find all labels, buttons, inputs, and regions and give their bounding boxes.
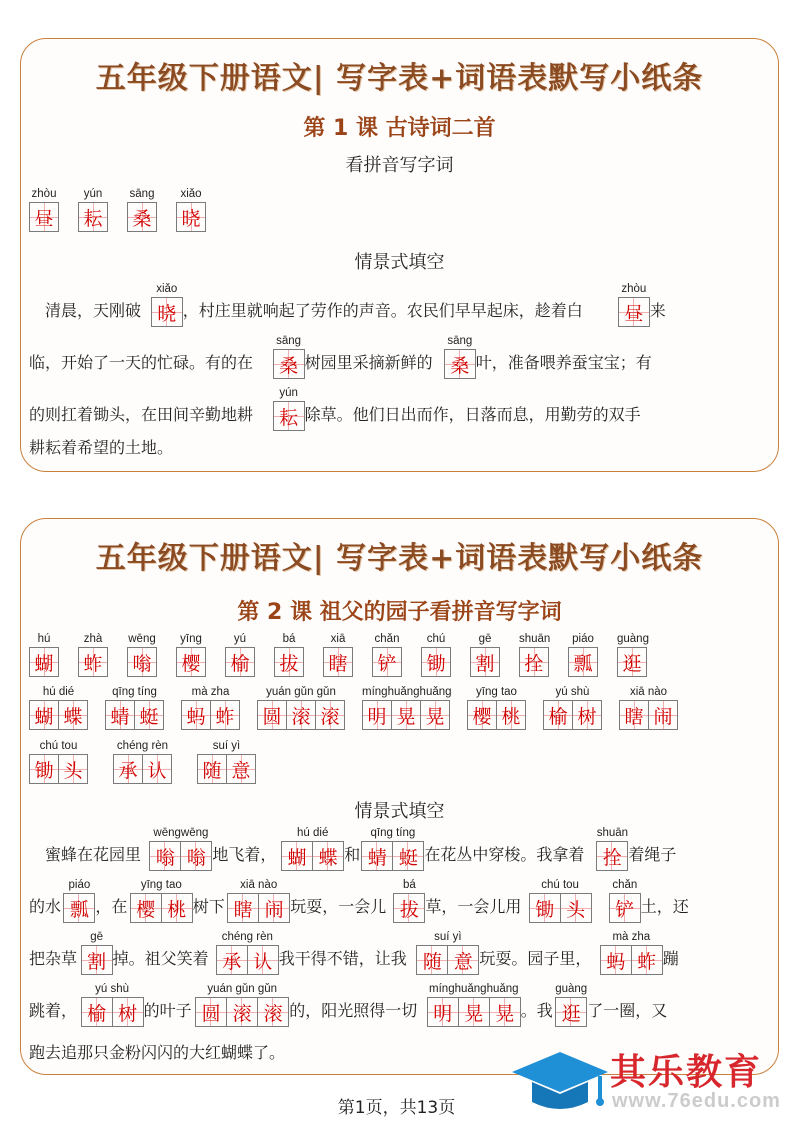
pinyin-label: zhà [83, 633, 103, 645]
tianzige-answer-box[interactable]: 瞎 [619, 700, 649, 730]
page-number: 第1页，共13页 [337, 1098, 456, 1118]
pinyin-word [393, 878, 425, 923]
tianzige-answer-box[interactable]: 榆 [225, 647, 255, 677]
tianzige-answer-box[interactable]: 桑 [127, 202, 157, 232]
tianzige-answer-box[interactable]: 意 [447, 945, 479, 975]
tianzige-answer-box[interactable]: 锄 [29, 754, 59, 784]
pinyin-label: xiǎo [180, 188, 202, 200]
tianzige-answer-box[interactable]: 承 [216, 945, 248, 975]
tianzige-answer-box[interactable]: 桑 [444, 349, 476, 379]
tianzige-answer-box[interactable]: 蝴 [281, 841, 313, 871]
pinyin-label: piáo [572, 633, 594, 645]
tianzige-answer-box[interactable]: 铲 [372, 647, 402, 677]
pinyin-word [555, 982, 587, 1027]
tianzige-answer-box[interactable]: 滚 [315, 700, 345, 730]
tianzige-answer-box[interactable]: 樱 [467, 700, 497, 730]
tianzige-answer-box[interactable]: 瓢 [63, 893, 95, 923]
paragraph-text: 玩耍，一会儿 [290, 897, 387, 916]
pinyin-word [81, 930, 113, 975]
pinyin-word [149, 826, 212, 871]
pinyin-word [176, 187, 206, 232]
pinyin-word [29, 632, 59, 677]
pinyin-label: yuán gǔn gǔn [207, 983, 278, 995]
tianzige-answer-box[interactable]: 头 [58, 754, 88, 784]
paragraph-text: 掉。祖父笑着 [112, 949, 209, 968]
paragraph-text: 蹦 [662, 949, 679, 968]
tianzige-answer-box[interactable]: 榆 [81, 997, 113, 1027]
paragraph-text: 在花丛中穿梭。我拿着 [424, 845, 585, 864]
paragraph-text: 草，一会儿用 [425, 897, 522, 916]
pinyin-label: suí yì [212, 740, 241, 752]
pinyin-word [29, 739, 88, 784]
tianzige-answer-box[interactable]: 铲 [609, 893, 641, 923]
pinyin-word [225, 632, 255, 677]
tianzige-answer-box[interactable]: 拔 [274, 647, 304, 677]
paragraph-text: 树园里采摘新鲜的 [304, 353, 433, 372]
pinyin-word [362, 685, 452, 730]
tianzige-answer-box[interactable]: 蜓 [134, 700, 164, 730]
tianzige-answer-box[interactable]: 蜻 [361, 841, 393, 871]
pinyin-word [281, 826, 344, 871]
pinyin-label: guàng [617, 633, 649, 645]
pinyin-label: wēngwēng [153, 827, 209, 839]
pinyin-label: mínghuǎnghuǎng [429, 983, 519, 995]
pinyin-label: yīng tao [140, 879, 182, 891]
pinyin-word [81, 982, 144, 1027]
tianzige-answer-box[interactable]: 晓 [176, 202, 206, 232]
pinyin-word [130, 878, 193, 923]
pinyin-label: chéng rèn [116, 740, 169, 752]
pinyin-label: xiā nào [240, 879, 278, 891]
tianzige-answer-box[interactable]: 蚱 [210, 700, 240, 730]
pinyin-label: hú dié [42, 686, 75, 698]
tianzige-answer-box[interactable]: 拴 [519, 647, 549, 677]
pinyin-word [416, 930, 479, 975]
tianzige-answer-box[interactable]: 瓢 [568, 647, 598, 677]
card-title: 五年级下册语文| 写字表+词语表默写小纸条 [95, 541, 704, 576]
pinyin-word [216, 930, 279, 975]
pinyin-word [113, 739, 172, 784]
pinyin-word [176, 632, 206, 677]
brand-name: 其乐教育 [610, 1052, 763, 1093]
pinyin-word [227, 878, 290, 923]
tianzige-answer-box[interactable]: 昼 [618, 297, 650, 327]
pinyin-word [257, 685, 345, 730]
tianzige-answer-box[interactable]: 榆 [543, 700, 573, 730]
pinyin-label: xiā nào [629, 686, 668, 698]
pinyin-label: suí yì [434, 931, 462, 943]
tianzige-answer-box[interactable]: 蚂 [600, 945, 632, 975]
tianzige-answer-box[interactable]: 桃 [161, 893, 193, 923]
lesson-heading: 第 1 课 古诗词二首 [303, 116, 496, 141]
pinyin-word [529, 878, 592, 923]
pinyin-word [519, 632, 550, 677]
pinyin-label: mínghuǎnghuǎng [362, 686, 452, 698]
pinyin-label: qīng tíng [370, 827, 416, 839]
pinyin-label: guàng [555, 983, 588, 995]
paragraph-text: 临，开始了一天的忙碌。有的在 [29, 353, 254, 372]
pinyin-label: xiā [330, 633, 346, 645]
tianzige-answer-box[interactable]: 蝴 [29, 647, 59, 677]
tianzige-answer-box[interactable]: 晃 [489, 997, 521, 1027]
pinyin-label: xiǎo [156, 283, 178, 295]
tianzige-answer-box[interactable]: 樱 [176, 647, 206, 677]
pinyin-word [274, 632, 304, 677]
paragraph-text: 我干得不错，让我 [278, 949, 407, 968]
card-title: 五年级下册语文| 写字表+词语表默写小纸条 [95, 61, 704, 96]
pinyin-label: chǎn [374, 633, 400, 645]
paragraph-text: 和 [344, 845, 361, 864]
tianzige-answer-box[interactable]: 昼 [29, 202, 59, 232]
pinyin-word [596, 826, 628, 871]
pinyin-label: yīng tao [476, 686, 517, 698]
pinyin-word [78, 187, 108, 232]
paragraph-text: 地飞着， [212, 845, 277, 864]
paragraph-text: 的水 [29, 897, 62, 916]
pinyin-word [273, 334, 305, 379]
pinyin-word [609, 878, 641, 923]
pinyin-word [181, 685, 240, 730]
tianzige-answer-box[interactable]: 樱 [130, 893, 162, 923]
pinyin-label: chú tou [541, 879, 579, 891]
pinyin-word [105, 685, 164, 730]
pinyin-word [63, 878, 95, 923]
pinyin-word [29, 685, 88, 730]
tianzige-answer-box[interactable]: 随 [197, 754, 227, 784]
tianzige-answer-box[interactable]: 蜻 [105, 700, 135, 730]
paragraph-text: 把杂草 [29, 949, 78, 968]
pinyin-word [127, 187, 157, 232]
tianzige-answer-box[interactable]: 瞎 [227, 893, 259, 923]
pinyin-label: wēng [128, 633, 156, 645]
pinyin-word [127, 632, 157, 677]
pinyin-word [323, 632, 353, 677]
tianzige-answer-box[interactable]: 拴 [596, 841, 628, 871]
pinyin-word [617, 632, 649, 677]
tianzige-answer-box[interactable]: 承 [113, 754, 143, 784]
tianzige-answer-box[interactable]: 闹 [648, 700, 678, 730]
pinyin-word [444, 334, 476, 379]
tianzige-answer-box[interactable]: 割 [470, 647, 500, 677]
pinyin-label: hú dié [297, 827, 329, 839]
tianzige-answer-box[interactable]: 晃 [458, 997, 490, 1027]
paragraph-text: 。我 [520, 1001, 553, 1020]
pinyin-label: gē [478, 633, 492, 645]
pinyin-label: hú [37, 633, 51, 645]
tianzige-answer-box[interactable]: 蝶 [58, 700, 88, 730]
lesson-heading: 第 2 课 祖父的园子看拼音写字词 [237, 600, 562, 625]
tianzige-answer-box[interactable]: 闹 [258, 893, 290, 923]
paragraph-text: 的叶子 [143, 1001, 192, 1020]
paragraph-text: 土，还 [640, 897, 689, 916]
pinyin-label: bá [282, 633, 296, 645]
pinyin-label: piáo [68, 879, 91, 891]
section-heading-cloze: 情景式填空 [354, 801, 445, 822]
section-heading-cloze: 情景式填空 [354, 252, 445, 273]
tianzige-answer-box[interactable]: 锄 [529, 893, 561, 923]
pinyin-word [361, 826, 424, 871]
tianzige-answer-box[interactable]: 桃 [496, 700, 526, 730]
tianzige-answer-box[interactable]: 逛 [555, 997, 587, 1027]
paragraph-text: 除草。他们日出而作，日落而息，用勤劳的双手 [304, 405, 641, 424]
pinyin-label: zhòu [31, 188, 57, 200]
pinyin-word [372, 632, 402, 677]
tianzige-answer-box[interactable]: 耘 [78, 202, 108, 232]
tianzige-answer-box[interactable]: 圆 [257, 700, 287, 730]
tianzige-answer-box[interactable]: 树 [572, 700, 602, 730]
paragraph-text: 叶，准备喂养蚕宝宝；有 [475, 353, 652, 372]
paragraph-text: 跑去追那只金粉闪闪的大红蝴蝶了。 [29, 1043, 286, 1062]
brand-url: www.76edu.com [612, 1090, 781, 1112]
pinyin-label: yīng [180, 633, 202, 645]
paragraph-text: 的，阳光照得一切 [289, 1001, 418, 1020]
pinyin-label: mà zha [612, 931, 651, 943]
tianzige-answer-box[interactable]: 蚂 [181, 700, 211, 730]
paragraph-text: ，村庄里就响起了劳作的声音。农民们早早起床，趁着白 [182, 301, 583, 320]
tianzige-answer-box[interactable]: 晃 [391, 700, 421, 730]
paragraph-text: 的则扛着锄头，在田间辛勤地耕 [29, 405, 254, 424]
pinyin-label: yú shù [95, 983, 130, 995]
tianzige-answer-box[interactable]: 认 [142, 754, 172, 784]
pinyin-word [273, 386, 305, 431]
pinyin-label: qīng tíng [112, 686, 157, 698]
section-heading-pinyin: 看拼音写字词 [345, 155, 454, 176]
paragraph-text: 着绳子 [628, 845, 677, 864]
paragraph-text: 蜜蜂在花园里 [29, 845, 142, 864]
pinyin-word [568, 632, 598, 677]
paragraph-text: 耕耘着希望的土地。 [29, 438, 174, 457]
pinyin-word [619, 685, 678, 730]
pinyin-label: yuán gǔn gǔn [266, 686, 336, 698]
pinyin-label: sāng [276, 335, 302, 347]
pinyin-word [78, 632, 108, 677]
paragraph-text: 清晨，天刚破 [29, 301, 142, 320]
tianzige-answer-box[interactable]: 蜓 [392, 841, 424, 871]
tianzige-answer-box[interactable]: 晃 [420, 700, 450, 730]
paragraph-text: 来 [649, 301, 666, 320]
pinyin-word [600, 930, 663, 975]
tianzige-answer-box[interactable]: 嗡 [180, 841, 212, 871]
paragraph-text: 玩耍。园子里， [479, 949, 592, 968]
tianzige-answer-box[interactable]: 拔 [393, 893, 425, 923]
pinyin-word [421, 632, 451, 677]
pinyin-label: chǎn [612, 879, 638, 891]
pinyin-word [470, 632, 500, 677]
pinyin-label: yún [279, 387, 298, 399]
tianzige-answer-box[interactable]: 蚱 [631, 945, 663, 975]
tianzige-answer-box[interactable]: 认 [247, 945, 279, 975]
pinyin-label: chéng rèn [221, 931, 273, 943]
pinyin-label: shuān [596, 827, 629, 839]
tianzige-answer-box[interactable]: 逛 [617, 647, 647, 677]
tianzige-answer-box[interactable]: 嗡 [149, 841, 181, 871]
worksheet-card-lesson-1 [20, 38, 779, 472]
pinyin-label: zhòu [621, 283, 647, 295]
pinyin-label: sāng [129, 188, 155, 200]
tianzige-answer-box[interactable]: 耘 [273, 401, 305, 431]
tianzige-answer-box[interactable]: 树 [112, 997, 144, 1027]
pinyin-label: bá [402, 879, 416, 891]
tianzige-answer-box[interactable]: 圆 [195, 997, 227, 1027]
tianzige-answer-box[interactable]: 嗡 [127, 647, 157, 677]
pinyin-label: shuān [519, 633, 551, 645]
pinyin-label: chú [426, 633, 446, 645]
tianzige-answer-box[interactable]: 滚 [257, 997, 289, 1027]
tianzige-answer-box[interactable]: 割 [81, 945, 113, 975]
tianzige-answer-box[interactable]: 桑 [273, 349, 305, 379]
tianzige-answer-box[interactable]: 锄 [421, 647, 451, 677]
graduation-cap-icon [510, 1046, 610, 1118]
tianzige-answer-box[interactable]: 滚 [226, 997, 258, 1027]
tianzige-answer-box[interactable]: 明 [427, 997, 459, 1027]
tianzige-answer-box[interactable]: 蝶 [312, 841, 344, 871]
pinyin-word [543, 685, 602, 730]
pinyin-word [151, 282, 183, 327]
tianzige-answer-box[interactable]: 滚 [286, 700, 316, 730]
tianzige-answer-box[interactable]: 明 [362, 700, 392, 730]
paragraph-text: 树下 [192, 897, 225, 916]
pinyin-word [618, 282, 650, 327]
pinyin-label: yú shù [555, 686, 590, 698]
pinyin-word [197, 739, 256, 784]
pinyin-label: mà zha [191, 686, 230, 698]
pinyin-label: yú [233, 633, 247, 645]
tianzige-answer-box[interactable]: 头 [560, 893, 592, 923]
pinyin-label: gē [90, 931, 103, 943]
pinyin-word [427, 982, 521, 1027]
paragraph-text: 了一圈，又 [587, 1001, 668, 1020]
tianzige-answer-box[interactable]: 随 [416, 945, 448, 975]
pinyin-word [195, 982, 289, 1027]
pinyin-word [467, 685, 526, 730]
paragraph-text: ，在 [95, 897, 128, 916]
tianzige-answer-box[interactable]: 意 [226, 754, 256, 784]
brand-logo [510, 1040, 793, 1122]
tianzige-answer-box[interactable]: 瞎 [323, 647, 353, 677]
tianzige-answer-box[interactable]: 晓 [151, 297, 183, 327]
paragraph-text: 跳着， [29, 1001, 78, 1020]
pinyin-label: yún [83, 188, 103, 200]
pinyin-word [29, 187, 59, 232]
tianzige-answer-box[interactable]: 蝴 [29, 700, 59, 730]
pinyin-label: sāng [447, 335, 473, 347]
pinyin-label: chú tou [39, 740, 78, 752]
tianzige-answer-box[interactable]: 蚱 [78, 647, 108, 677]
worksheet-card-lesson-2 [20, 518, 779, 1075]
